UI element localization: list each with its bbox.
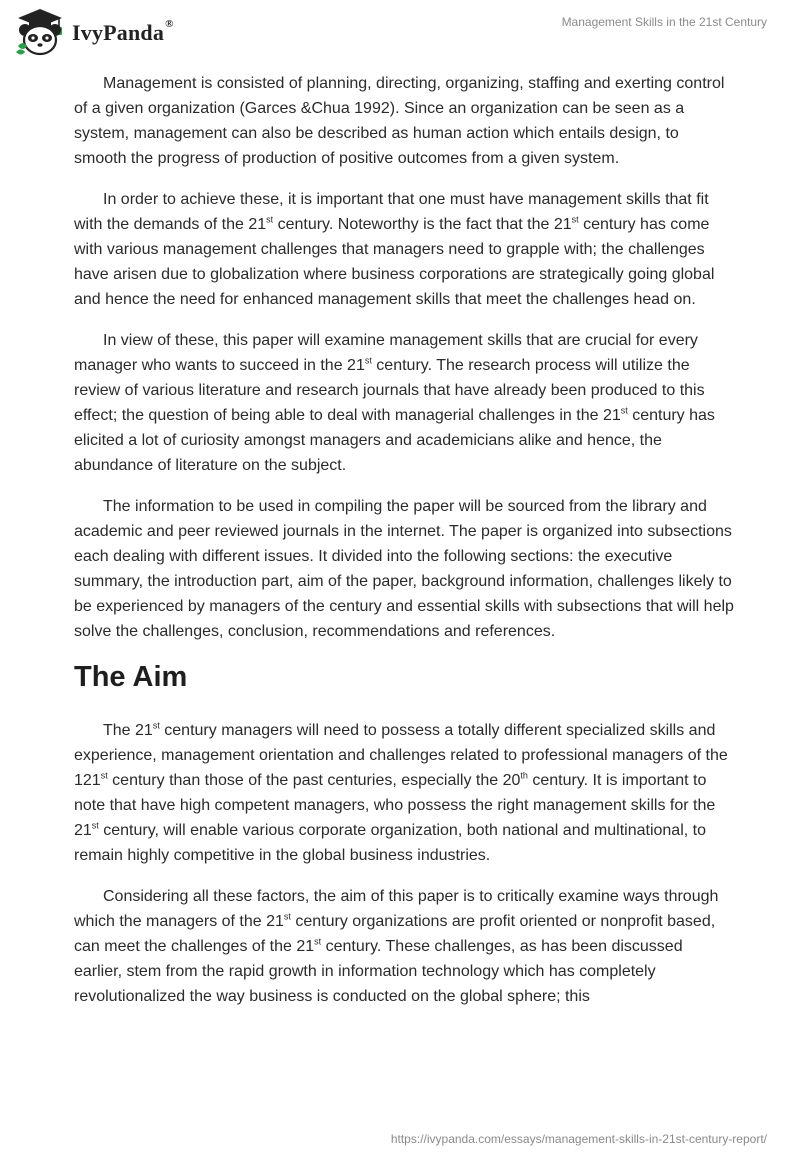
paragraph-text: century. These challenges, as has been discussed earlier, stem from the rapid growth in information technology which has completely revolutionalized the way business is conducted on the global sphere; this [74, 938, 683, 1005]
paragraph-text: century. It is important to note that have high competent managers, who possess the right management skills for the 21 [74, 772, 716, 839]
aim-section [74, 718, 734, 1009]
source-url[interactable]: https://ivypanda.com/essays/management-skills-in-21st-century-report/ [390, 1132, 767, 1146]
ordinal-suffix: st [100, 770, 108, 781]
paragraph-text: The information to be used in compiling the paper will be sourced from the library and academic and peer reviewed journals in the internet. The paper is organized into subsections each dealing with different issues. It divided into the following sections: the executive summary, the introduction part, aim of the paper, background information, challenges likely to be experienced by managers of the century and essential skills with subsections that will help solve the challenges, conclusion, recommendations and references. [74, 498, 734, 640]
paragraph-text: century has come with various management challenges that managers need to grapple with; the challenges have arisen due to globalization where business corporations are strategically going global and hence the need for enhanced management skills that meet the challenges head on. [74, 216, 715, 308]
paragraph [74, 718, 734, 868]
ordinal-suffix: st [283, 911, 291, 922]
document-title: Management Skills in the 21st Century [561, 15, 767, 29]
ordinal-suffix: st [571, 214, 579, 225]
ordinal-suffix: st [266, 214, 274, 225]
paragraph-text: century. The research process will utilize the review of various literature and research journals that have already been produced to this effect; the question of being able to deal with managerial challenges in the 21 [74, 357, 705, 424]
paragraph-text: century organizations are profit oriented or nonprofit based, can meet the challenges of the 21 [74, 913, 716, 955]
intro-section [74, 71, 734, 644]
ordinal-suffix: st [91, 820, 99, 831]
paragraph [74, 884, 734, 1009]
paragraph [74, 494, 734, 644]
paragraph-text: century than those of the past centuries, especially the 20 [107, 772, 521, 789]
paragraph [74, 71, 734, 171]
paragraph-text: century, will enable various corporate organization, both national and multinational, to remain highly competitive in the global business industries. [74, 822, 706, 864]
page-header [0, 0, 800, 62]
ordinal-suffix: st [620, 405, 628, 416]
ordinal-suffix: st [314, 936, 322, 947]
paragraph-text: century managers will need to possess a totally different specialized skills and experience, management orientation and challenges related to professional managers of the 121 [74, 722, 728, 789]
paragraph-text: In view of these, this paper will examine management skills that are crucial for every manager who wants to succeed in the 21 [74, 332, 698, 374]
paragraph [74, 328, 734, 478]
paragraph-text: The 21 [103, 722, 153, 739]
section-heading: The Aim [74, 661, 188, 693]
article-body [74, 71, 734, 1025]
panda-graduate-logo-icon[interactable] [14, 6, 66, 58]
ordinal-suffix: st [152, 720, 160, 731]
brand-name[interactable]: IvyPanda® [72, 18, 174, 45]
paragraph [74, 187, 734, 312]
paragraph-text: century has elicited a lot of curiosity amongst managers and academicians alike and hence, the abundance of literature on the subject. [74, 407, 715, 474]
paragraph-text: In order to achieve these, it is important that one must have management skills that fit with the demands of the 21 [74, 191, 709, 233]
paragraph-text: Management is consisted of planning, directing, organizing, staffing and exerting control of a given organization (Garces &Chua 1992). Since an organization can be seen as a system, management can also be described as human action which entails design, to smooth the progress of production of positive outcomes from a given system. [74, 75, 725, 167]
paragraph-text: Considering all these factors, the aim of this paper is to critically examine ways through which the managers of the 21 [74, 888, 719, 930]
ordinal-suffix: st [364, 355, 372, 366]
paragraph-text: century. Noteworthy is the fact that the 21 [273, 216, 572, 233]
ordinal-suffix: th [520, 770, 528, 781]
